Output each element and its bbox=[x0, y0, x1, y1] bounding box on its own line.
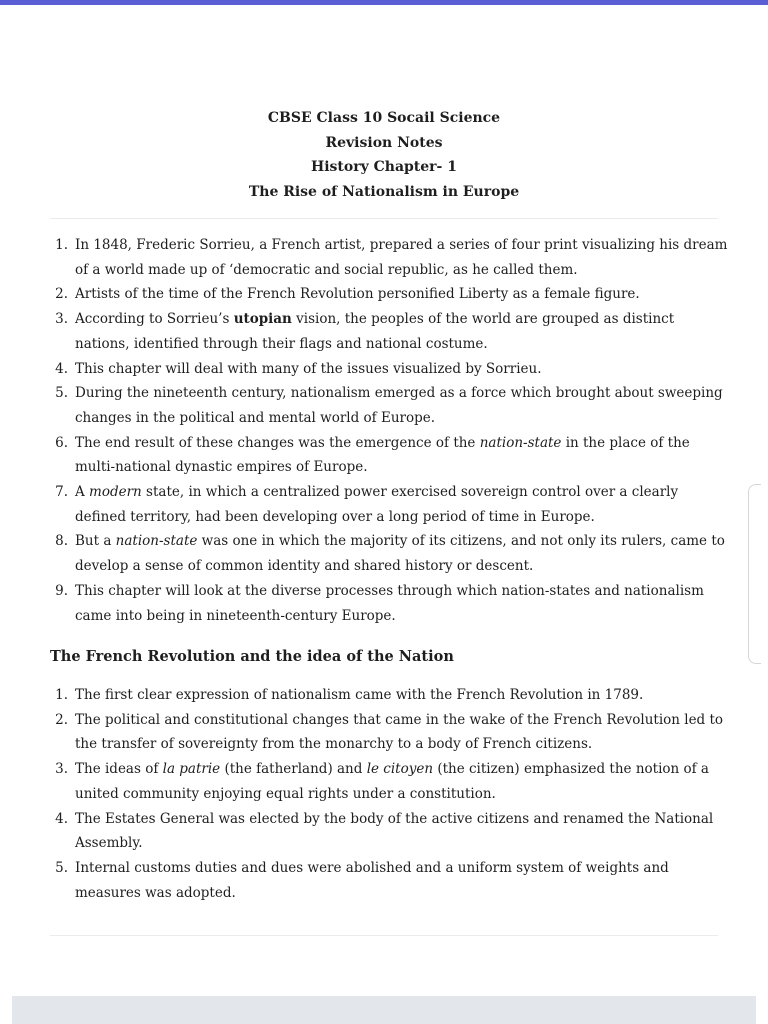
list-item-text: nation-state bbox=[115, 533, 198, 550]
list-item-text: This chapter will deal with many of the issues visualized by Sorrieu. bbox=[75, 360, 542, 377]
list-item-number: 4. bbox=[55, 360, 68, 377]
list-item-text: The end result of these changes was the emergence of the bbox=[75, 434, 480, 451]
list-item bbox=[50, 233, 730, 282]
list-item-text: During the nineteenth century, nationalism emerged as a force which brought about sweeping changes in the political and mental world of Europe. bbox=[75, 385, 723, 426]
list-item-number: 3. bbox=[55, 311, 68, 328]
list-item bbox=[50, 683, 730, 708]
divider-top bbox=[50, 218, 718, 219]
list-item-number: 5. bbox=[55, 385, 68, 402]
list-item bbox=[50, 431, 730, 480]
list-item-number: 6. bbox=[55, 434, 68, 451]
list-item-text: le citoyen bbox=[366, 761, 434, 778]
list-item-text: The political and constitutional changes that came in the wake of the French Revolution led to the transfer of sovereignty from the monarchy to a body of French citizens. bbox=[75, 711, 724, 753]
list-item-number: 1. bbox=[55, 687, 68, 703]
list-item bbox=[50, 282, 730, 307]
list-item-text: (the fatherland) and bbox=[220, 761, 367, 778]
list-item-number: 5. bbox=[55, 859, 68, 876]
list-item-text: la patrie bbox=[162, 761, 221, 778]
list-item bbox=[50, 480, 730, 529]
list-item-text: nation-state bbox=[479, 434, 562, 451]
list-item-number: 9. bbox=[55, 582, 68, 599]
list-item-text: was one in which the majority of its citizens, and not only its rulers, came to develop a sense of common identity and shared history or descent. bbox=[75, 533, 725, 575]
header-notes-title: Revision Notes bbox=[325, 134, 443, 151]
list-item-number: 2. bbox=[55, 711, 68, 728]
list-item-text: The first clear expression of nationalism came with the French Revolution in 1789. bbox=[75, 687, 644, 703]
list-item-number: 8. bbox=[55, 533, 68, 550]
header-topic-title: The Rise of Nationalism in Europe bbox=[248, 183, 520, 200]
list-item-text: in the place of the multi-national dynastic empires of Europe. bbox=[75, 434, 690, 476]
list-item-number: 3. bbox=[55, 761, 68, 778]
list-item bbox=[50, 381, 730, 430]
list-item-text: According to Sorrieu’s bbox=[75, 311, 234, 328]
french-revolution-points-list bbox=[50, 683, 730, 905]
list-item-text: This chapter will look at the diverse processes through which nation-states and nationalism came into being in nineteenth-century Europe. bbox=[75, 582, 704, 624]
list-item-text: (the citizen) emphasized the notion of a united community enjoying equal rights under a constitution. bbox=[75, 761, 709, 802]
list-item-text: vision, the peoples of the world are grouped as distinct nations, identified through their flags and national costume. bbox=[75, 311, 675, 352]
list-item-text: utopian bbox=[233, 311, 292, 328]
list-item-number: 1. bbox=[55, 237, 68, 253]
bottom-toolbar bbox=[12, 996, 756, 1024]
list-item-text: The Estates General was elected by the body of the active citizens and renamed the National Assembly. bbox=[75, 810, 714, 852]
header-chapter-title: History Chapter- 1 bbox=[311, 159, 457, 176]
list-item bbox=[50, 307, 730, 356]
list-item bbox=[50, 757, 730, 806]
intro-points-list bbox=[50, 233, 730, 628]
list-item bbox=[50, 529, 730, 578]
list-item-text: modern bbox=[89, 484, 142, 501]
list-item bbox=[50, 357, 730, 382]
side-scroll-handle[interactable] bbox=[748, 484, 761, 664]
list-item-text: But a bbox=[75, 533, 116, 550]
divider-bottom bbox=[50, 935, 718, 936]
list-item-text: The ideas of bbox=[75, 761, 163, 778]
top-accent-bar bbox=[0, 0, 768, 5]
list-item bbox=[50, 708, 730, 757]
list-item-text: A bbox=[75, 484, 90, 501]
header-course-title: CBSE Class 10 Socail Science bbox=[267, 110, 501, 126]
list-item-number: 4. bbox=[55, 810, 68, 827]
document-header bbox=[0, 106, 768, 204]
list-item bbox=[50, 579, 730, 628]
list-item bbox=[50, 807, 730, 856]
section-heading: The French Revolution and the idea of the Nation bbox=[50, 648, 454, 665]
list-item-text: Internal customs duties and dues were abolished and a uniform system of weights and measures was adopted. bbox=[75, 859, 669, 901]
list-item-number: 2. bbox=[55, 286, 68, 303]
list-item-text: state, in which a centralized power exercised sovereign control over a clearly defined territory, had been developing over a long period of time in Europe. bbox=[75, 484, 679, 525]
list-item-number: 7. bbox=[55, 484, 68, 501]
list-item bbox=[50, 856, 730, 905]
list-item-text: Artists of the time of the French Revolution personified Liberty as a female figure. bbox=[75, 286, 640, 303]
list-item-text: In 1848, Frederic Sorrieu, a French artist, prepared a series of four print visualizing his dream of a world made up of ‘democratic and social republic, as he called them. bbox=[75, 237, 728, 278]
